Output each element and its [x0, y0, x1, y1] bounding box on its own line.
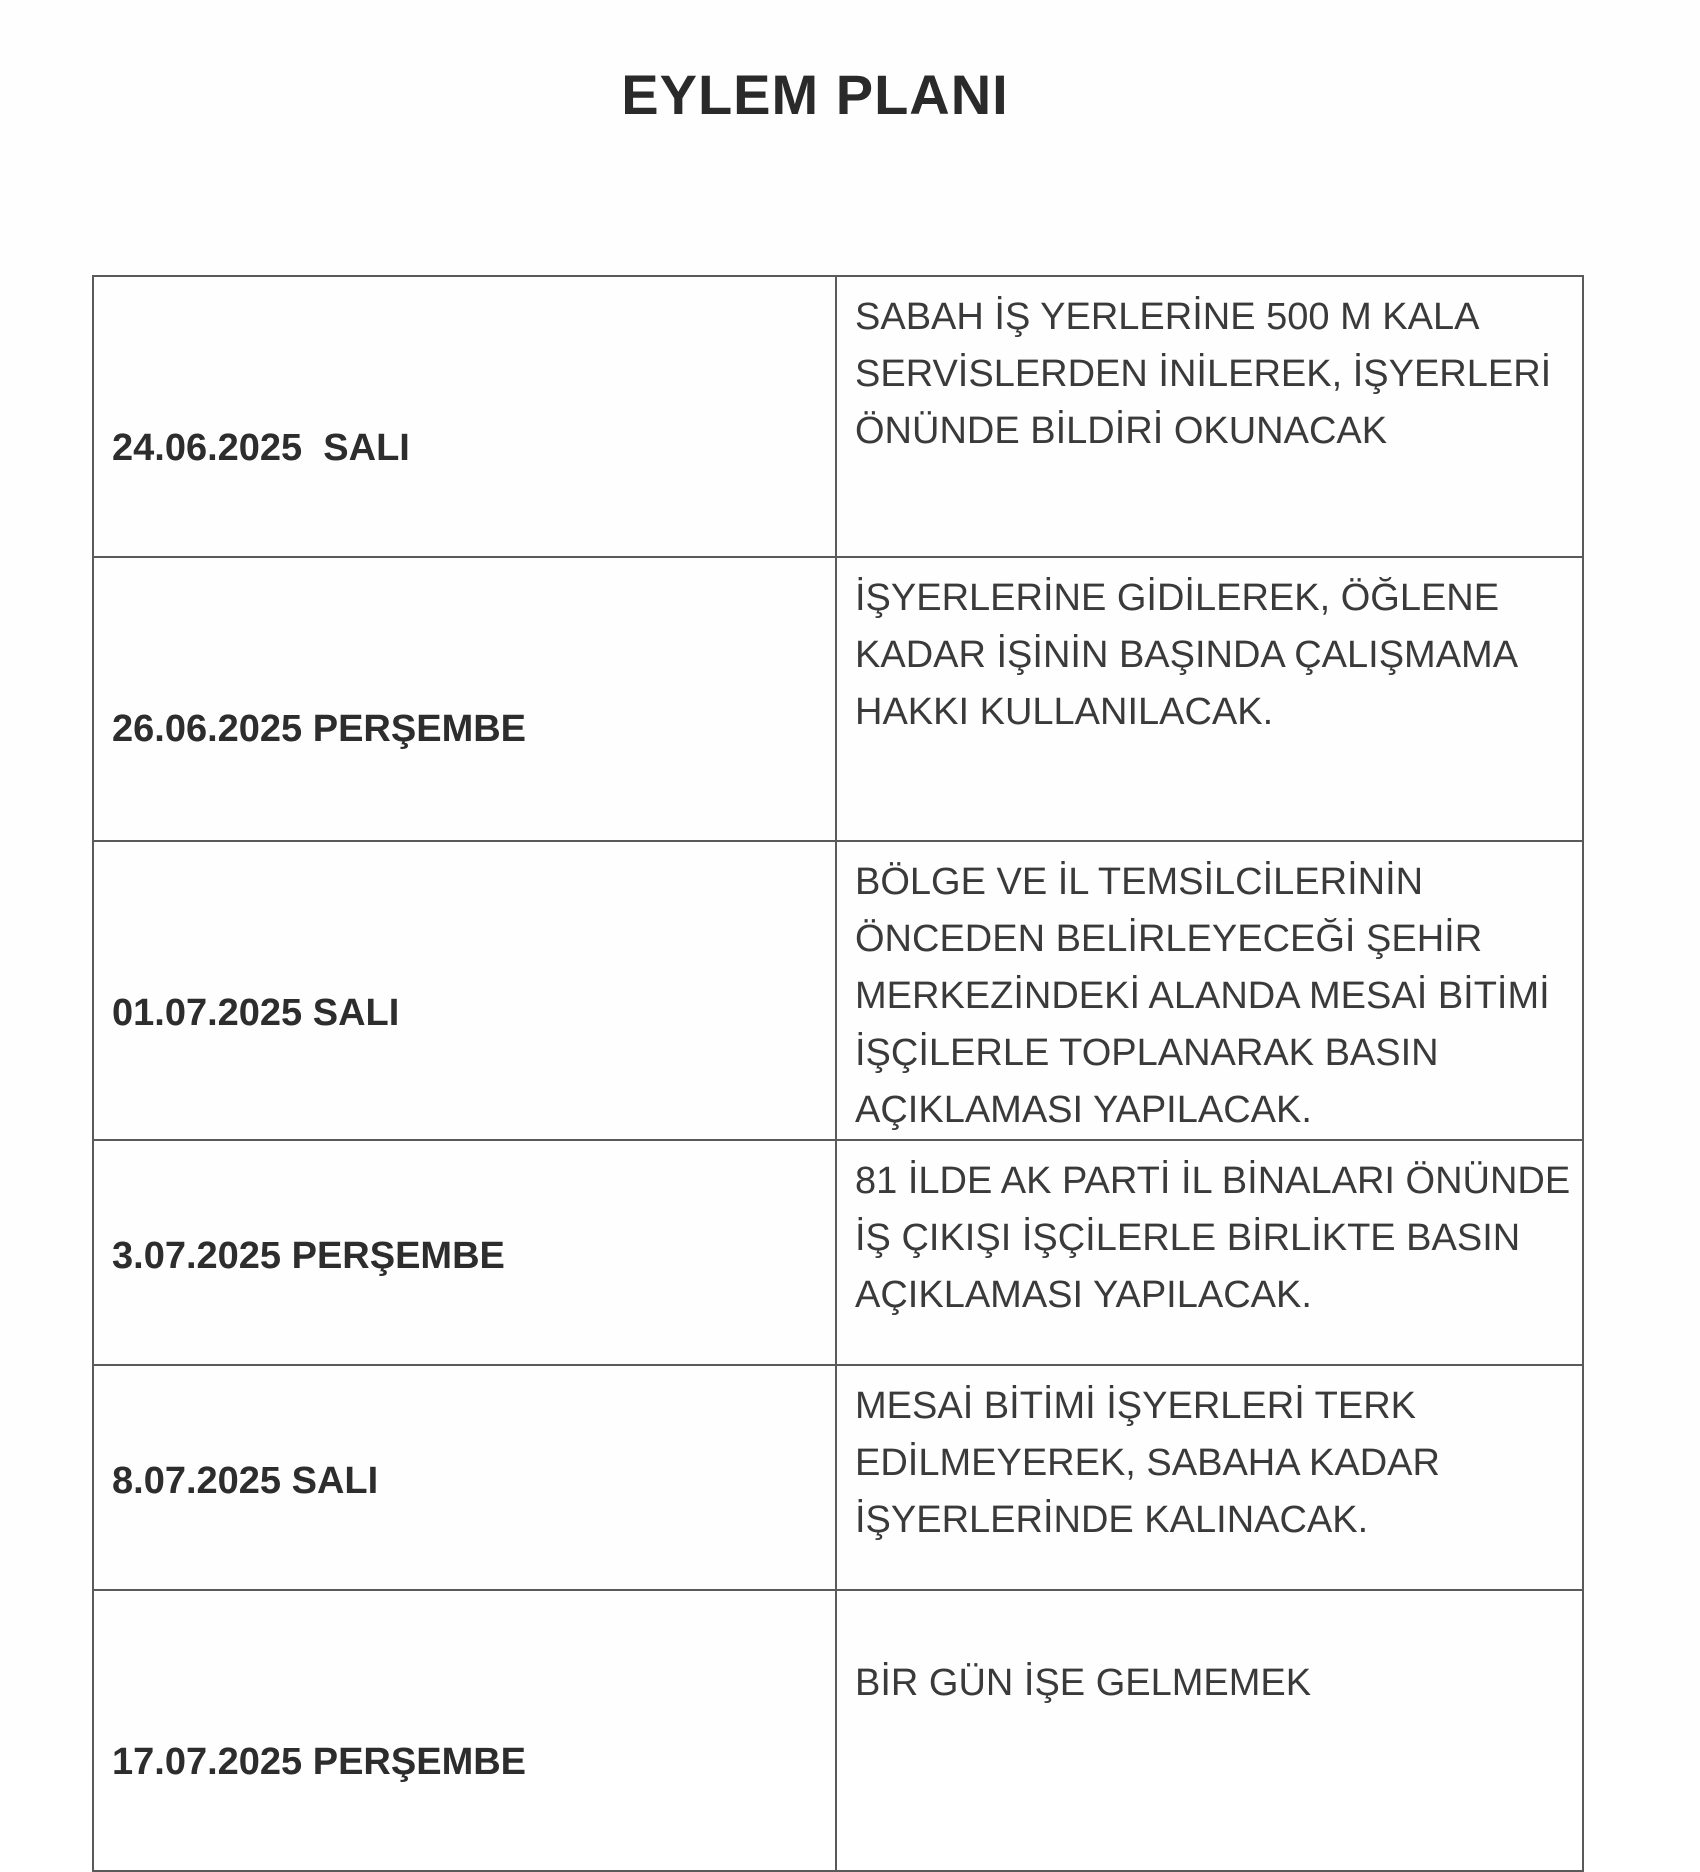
table-row — [93, 841, 1583, 1140]
date-cell — [93, 1365, 836, 1590]
date-cell — [93, 1590, 836, 1871]
date-text: 8.07.2025 SALI — [112, 1460, 379, 1502]
action-cell — [836, 1365, 1583, 1590]
date-text: 3.07.2025 PERŞEMBE — [112, 1235, 505, 1277]
action-text: İŞYERLERİNE GİDİLEREK, ÖĞLENE KADAR İŞİNİN BAŞINDA ÇALIŞMAMA HAKKI KULLANILACAK. — [855, 577, 1516, 733]
action-plan-table — [92, 275, 1584, 1872]
action-cell — [836, 841, 1583, 1140]
table-row — [93, 1140, 1583, 1365]
date-text: 24.06.2025 SALI — [112, 427, 410, 469]
action-cell — [836, 557, 1583, 841]
action-text: BİR GÜN İŞE GELMEMEK — [855, 1662, 1312, 1704]
action-text: 81 İLDE AK PARTİ İL BİNALARI ÖNÜNDE İŞ ÇIKIŞI İŞÇİLERLE BİRLİKTE BASIN AÇIKLAMASI YAPILACAK. — [855, 1160, 1571, 1316]
action-cell — [836, 1140, 1583, 1365]
action-cell — [836, 276, 1583, 557]
table-row — [93, 1590, 1583, 1871]
table-row — [93, 557, 1583, 841]
table-row — [93, 276, 1583, 557]
action-text: SABAH İŞ YERLERİNE 500 M KALA SERVİSLERDEN İNİLEREK, İŞYERLERİ ÖNÜNDE BİLDİRİ OKUNACAK — [855, 296, 1552, 452]
date-cell — [93, 841, 836, 1140]
date-cell — [93, 276, 836, 557]
date-cell — [93, 557, 836, 841]
date-cell — [93, 1140, 836, 1365]
action-text: BÖLGE VE İL TEMSİLCİLERİNİN ÖNCEDEN BELİRLEYECEĞİ ŞEHİR MERKEZİNDEKİ ALANDA MESAİ BİTİMİ İŞÇİLERLE TOPLANARAK BASIN AÇIKLAMASI YAPILACAK. — [855, 861, 1550, 1131]
table-row — [93, 1365, 1583, 1590]
date-text: 17.07.2025 PERŞEMBE — [112, 1741, 527, 1783]
action-text: MESAİ BİTİMİ İŞYERLERİ TERK EDİLMEYEREK, SABAHA KADAR İŞYERLERİNDE KALINACAK. — [855, 1385, 1440, 1541]
date-text: 01.07.2025 SALI — [112, 992, 400, 1034]
date-text: 26.06.2025 PERŞEMBE — [112, 708, 527, 750]
action-cell — [836, 1590, 1583, 1871]
page-title: EYLEM PLANI — [621, 63, 1009, 126]
